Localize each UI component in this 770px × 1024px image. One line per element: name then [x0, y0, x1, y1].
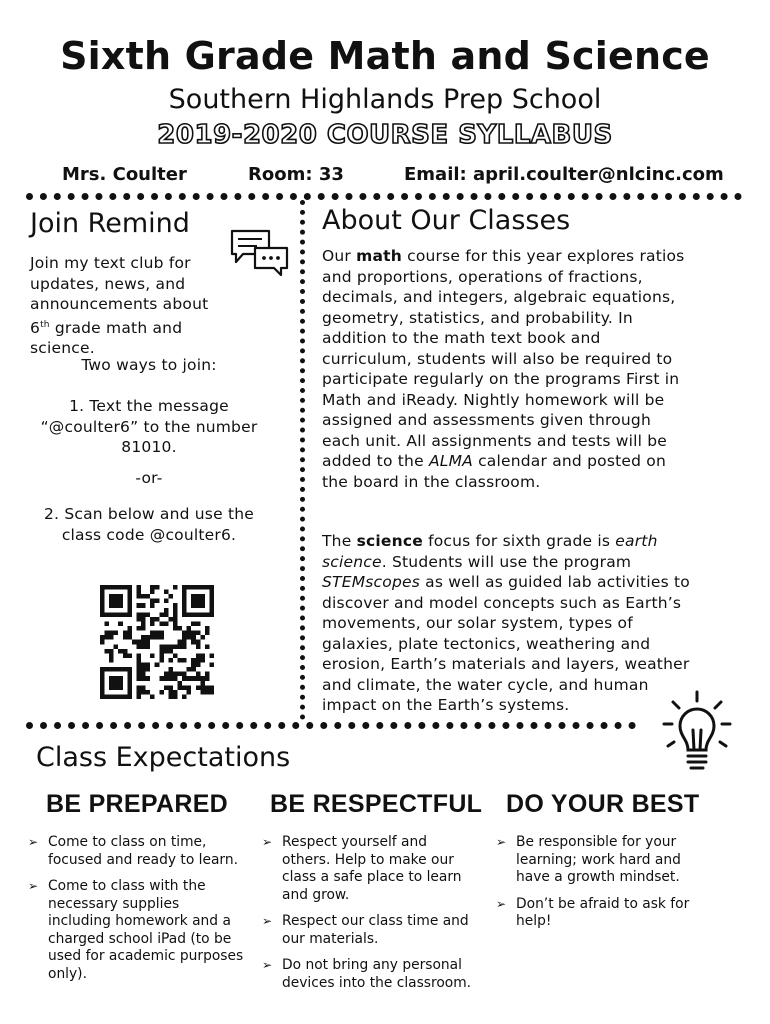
qr-code-icon[interactable] [100, 585, 214, 699]
remind-intro: Join my text club for updates, news, and announcements about 6th grade math and science. [30, 254, 209, 358]
list-item: ➢ Respect yourself and others. Help to make our class a safe place to learn and grow. [262, 834, 462, 903]
about-heading: About Our Classes [322, 205, 571, 236]
col-prepared-list [28, 834, 246, 992]
header-divider [26, 193, 742, 200]
remind-heading: Join Remind [30, 208, 190, 239]
list-item: ➢ Do not bring any personal devices into the classroom. [262, 957, 472, 991]
col-respectful-list [262, 834, 476, 1001]
arrow-bullet-icon: ➢ [262, 914, 273, 928]
list-item: ➢ Don’t be afraid to ask for help! [496, 895, 690, 929]
remind-ways: Two ways to join: [81, 356, 217, 374]
list-item: ➢ Come to class on time, focused and ready to learn. [28, 834, 238, 868]
col-best-list [496, 834, 708, 940]
about-science-paragraph: The science focus for sixth grade is earth science. Students will use the program STEMscopes as well as guided lab activities to discover and model concepts such as Earth’s movements, our solar system, types of galaxies, plate tectonics, weathering and erosion, Earth’s materials and layers, weather and climate, the water cycle, and human impact on the Earth’s systems. [322, 532, 690, 714]
arrow-bullet-icon: ➢ [28, 835, 39, 849]
remind-or: -or- [135, 469, 163, 487]
arrow-bullet-icon: ➢ [262, 835, 273, 849]
column-divider [300, 200, 305, 720]
teacher-name: Mrs. Coulter [62, 164, 187, 185]
expectations-heading: Class Expectations [36, 742, 291, 773]
teacher-email: Email: april.coulter@nlcinc.com [404, 164, 724, 185]
syllabus-banner: 2019-2020 COURSE SYLLABUS [157, 120, 613, 150]
col-respectful-title: BE RESPECTFUL [270, 790, 483, 818]
arrow-bullet-icon: ➢ [496, 835, 507, 849]
remind-step-scan: 2. Scan below and use the class code @coulter6. [44, 505, 254, 544]
chat-bubbles-icon [229, 228, 291, 278]
col-prepared-title: BE PREPARED [46, 790, 229, 818]
about-math-paragraph: Our math course for this year explores ratios and proportions, operations of fractions, decimals, and integers, algebraic equations, geometry, statistics, and probability. In addition to the math text book and curriculum, students will also be required to participate regularly on the programs First in Math and iReady. Nightly homework will be assigned and assessments given through each unit. All assignments and tests will be added to the ALMA calendar and posted on the board in the classroom. [322, 247, 685, 491]
list-item: ➢ Be responsible for your learning; work hard and have a growth mindset. [496, 834, 681, 885]
arrow-bullet-icon: ➢ [28, 879, 39, 893]
list-item: ➢ Come to class with the necessary supplies including homework and a charged school iPad (to be used for academic purposes only). [28, 878, 244, 982]
expectations-divider [26, 722, 636, 729]
page-title: Sixth Grade Math and Science [60, 34, 710, 78]
col-best-title: DO YOUR BEST [506, 790, 700, 818]
arrow-bullet-icon: ➢ [262, 958, 273, 972]
remind-step-text: 1. Text the message “@coulter6” to the number 81010. [40, 397, 258, 456]
room-number: Room: 33 [248, 164, 344, 185]
list-item: ➢ Respect our class time and our materials. [262, 913, 469, 947]
lightbulb-icon [660, 690, 734, 776]
arrow-bullet-icon: ➢ [496, 896, 507, 911]
school-name: Southern Highlands Prep School [168, 84, 602, 115]
